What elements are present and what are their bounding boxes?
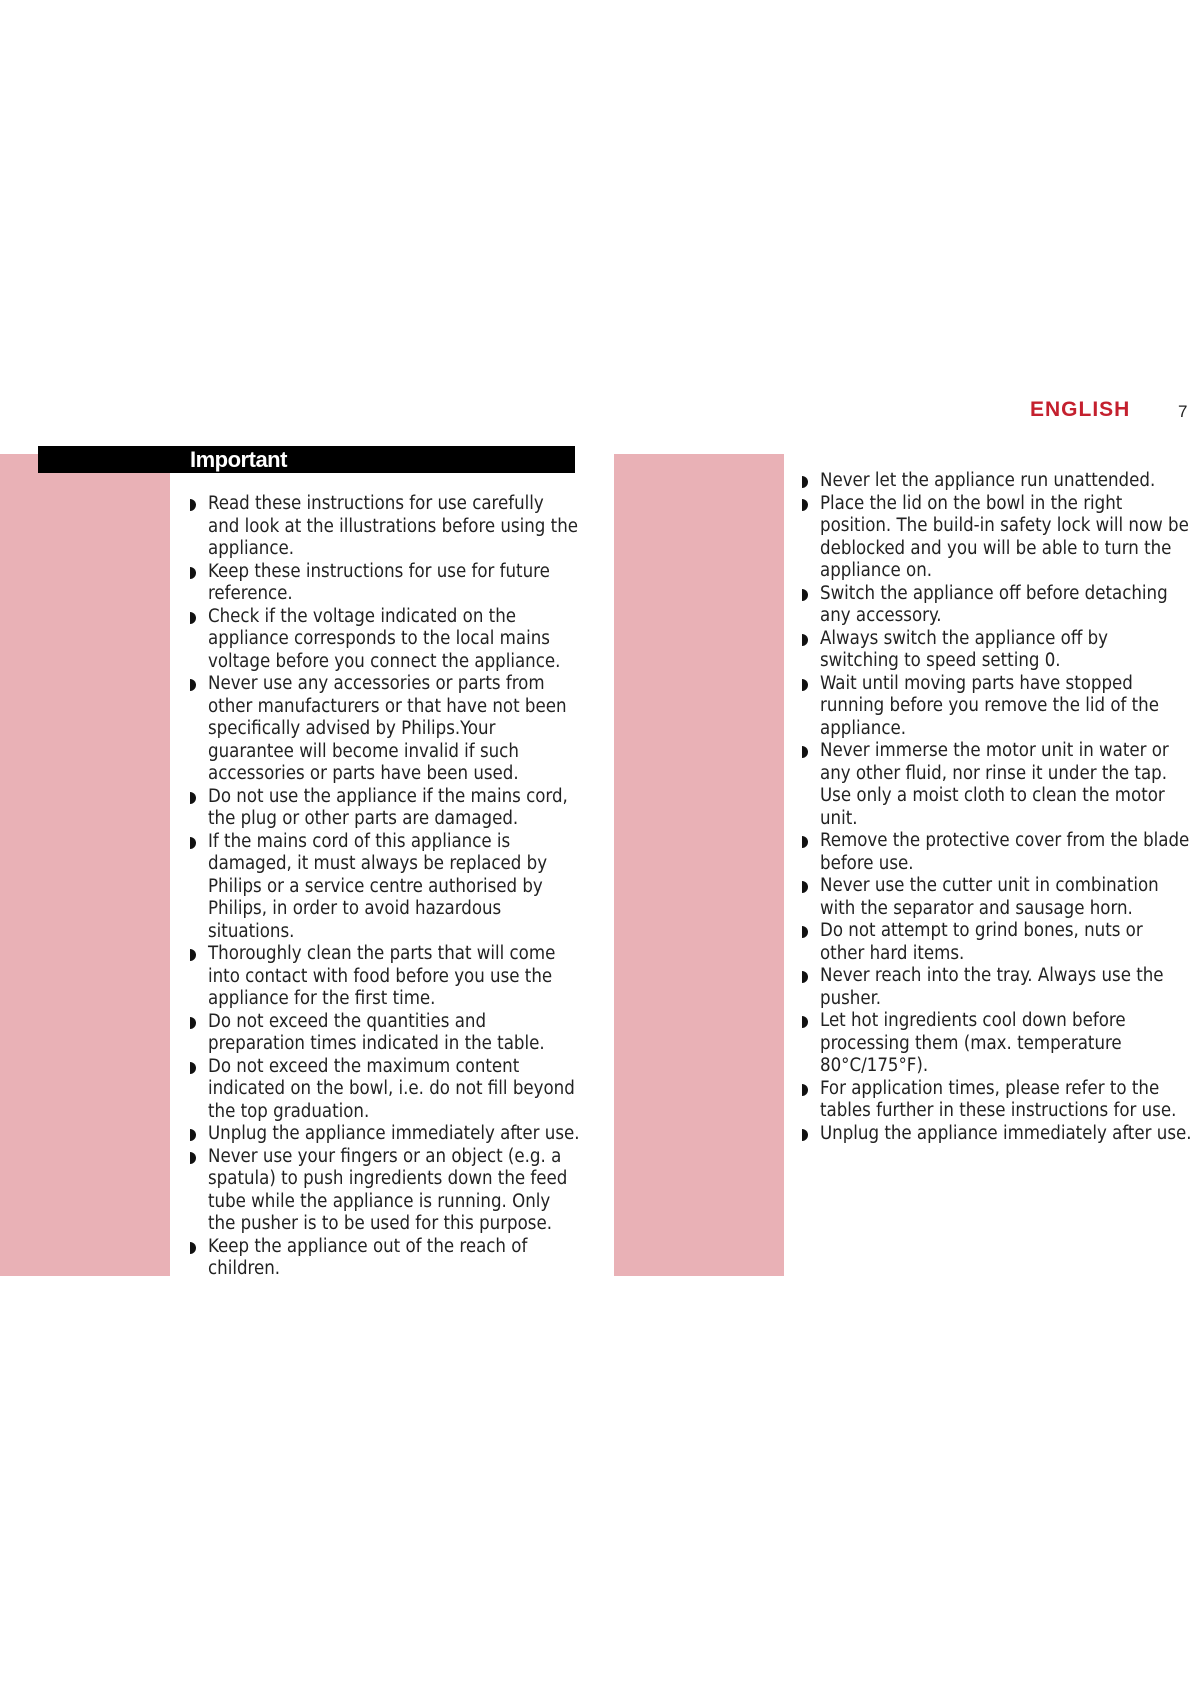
list-item <box>190 493 580 561</box>
list-item <box>190 606 580 674</box>
list-item <box>802 830 1192 875</box>
list-item <box>802 673 1192 741</box>
list-item-text: Unplug the appliance immediately after use. <box>208 1123 580 1144</box>
list-item-text: Wait until moving parts have stopped running before you remove the lid of the appliance. <box>820 672 1159 739</box>
list-item-text: Never let the appliance run unattended. <box>820 470 1156 491</box>
bullet-icon <box>190 679 196 691</box>
list-item-text: Always switch the appliance off by switching to speed setting 0. <box>820 627 1108 671</box>
list-item-text: For application times, please refer to the tables further in these instructions for use. <box>820 1077 1177 1121</box>
bullet-icon <box>802 476 808 488</box>
left-instruction-list <box>190 493 580 1281</box>
bullet-icon <box>190 612 196 624</box>
section-title: Important <box>190 447 287 472</box>
list-item-text: Unplug the appliance immediately after use. <box>820 1122 1192 1144</box>
list-item-text: Thoroughly clean the parts that will come into contact with food before you use the appliance for the first time. <box>208 943 556 1009</box>
bullet-icon <box>802 1016 808 1028</box>
list-item-text: Place the lid on the bowl in the right position. The build-in safety lock will now be deblocked and you will be able to turn the appliance on. <box>820 492 1189 581</box>
list-item-text: Never use your fingers or an object (e.g. a spatula) to push ingredients down the feed tube while the appliance is running. Only the pusher is to be used for this purpose. <box>208 1145 568 1234</box>
bullet-icon <box>190 792 196 804</box>
list-item-text: Never use any accessories or parts from other manufacturers or that have not been specifically advised by Philips.Your guarantee will become invalid if such accessories or parts have been used. <box>208 673 567 784</box>
bullet-icon <box>802 836 808 848</box>
bullet-icon <box>190 567 196 579</box>
list-item-text: Remove the protective cover from the blade before use. <box>820 830 1190 874</box>
list-item <box>802 1078 1192 1123</box>
list-item <box>802 628 1192 673</box>
list-item-text: Do not exceed the quantities and preparation times indicated in the table. <box>208 1010 545 1054</box>
list-item <box>802 875 1192 920</box>
bullet-icon <box>802 971 808 983</box>
bullet-icon <box>190 1129 196 1141</box>
bullet-icon <box>802 926 808 938</box>
list-item <box>802 493 1192 583</box>
list-item-text: Check if the voltage indicated on the appliance corresponds to the local mains voltage before you connect the appliance. <box>208 605 561 672</box>
list-item-text: Never reach into the tray. Always use the pusher. <box>820 965 1164 1009</box>
page-number: 7 <box>1178 402 1188 421</box>
bullet-icon <box>190 1062 196 1074</box>
bullet-icon <box>190 1242 196 1254</box>
list-item-text: Keep the appliance out of the reach of children. <box>208 1235 528 1279</box>
list-item-text: Never immerse the motor unit in water or any other fluid, nor rinse it under the tap. Use only a moist cloth to clean the motor unit. <box>820 740 1169 829</box>
list-item <box>802 470 1192 493</box>
bullet-icon <box>802 881 808 893</box>
section-title-bar <box>38 446 575 473</box>
bullet-icon <box>190 949 196 961</box>
list-item <box>802 965 1192 1010</box>
language-header: ENGLISH <box>1030 398 1131 421</box>
list-item-text: Switch the appliance off before detaching any accessory. <box>820 582 1168 626</box>
bullet-icon <box>190 1152 196 1164</box>
bullet-icon <box>802 1129 808 1141</box>
bullet-icon <box>190 837 196 849</box>
list-item <box>190 1236 580 1281</box>
list-item <box>190 561 580 606</box>
right-instruction-list <box>802 470 1192 1145</box>
list-item-text: Never use the cutter unit in combination with the separator and sausage horn. <box>820 875 1159 919</box>
bullet-icon <box>802 746 808 758</box>
bullet-icon <box>802 679 808 691</box>
bullet-icon <box>802 499 808 511</box>
list-item <box>190 786 580 831</box>
list-item <box>190 831 580 944</box>
list-item <box>190 943 580 1011</box>
list-item <box>802 583 1192 628</box>
list-item <box>802 1123 1192 1146</box>
list-item-text: Keep these instructions for use for future reference. <box>208 560 550 604</box>
list-item-text: If the mains cord of this appliance is damaged, it must always be replaced by Philips or a service centre authorised by Philips, in order to avoid hazardous situations. <box>208 830 548 942</box>
bullet-icon <box>802 634 808 646</box>
list-item-text: Let hot ingredients cool down before processing them (max. temperature 80°C/175°F). <box>820 1010 1126 1076</box>
list-item-text: Read these instructions for use carefully and look at the illustrations before using the appliance. <box>208 493 578 559</box>
left-margin-panel <box>0 454 170 1276</box>
list-item <box>802 740 1192 830</box>
list-item <box>802 1010 1192 1078</box>
bullet-icon <box>802 1084 808 1096</box>
list-item-text: Do not attempt to grind bones, nuts or other hard items. <box>820 920 1143 964</box>
list-item-text: Do not use the appliance if the mains cord, the plug or other parts are damaged. <box>208 785 568 829</box>
list-item <box>190 673 580 786</box>
list-item <box>802 920 1192 965</box>
list-item <box>190 1123 580 1146</box>
list-item-text: Do not exceed the maximum content indicated on the bowl, i.e. do not fill beyond the top graduation. <box>208 1055 575 1122</box>
bullet-icon <box>190 1017 196 1029</box>
right-margin-panel <box>614 454 784 1276</box>
list-item <box>190 1011 580 1056</box>
list-item <box>190 1146 580 1236</box>
bullet-icon <box>190 499 196 511</box>
list-item <box>190 1056 580 1124</box>
bullet-icon <box>802 589 808 601</box>
